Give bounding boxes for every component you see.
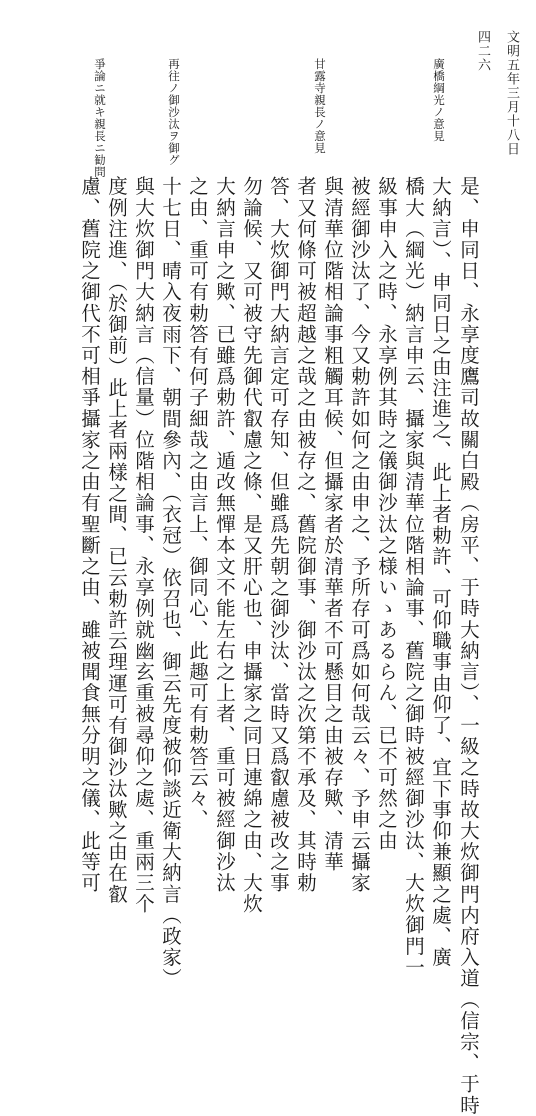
marginal-note: 再往ノ御沙汰ヲ御グ (167, 58, 181, 166)
text-column: 慮、舊院之御代不可相爭攝家之由有聖斷之由、雖被聞食無分明之儀、此等可 (78, 176, 101, 894)
marginal-note: 爭論ニ就キ親長ニ勧問 (93, 58, 107, 178)
text-column: 與清華位階相論事粗觸耳候、但攝家者於清華者不可懸目之由被存歟、清華 (321, 176, 344, 873)
page-number: 四二六 (475, 30, 490, 72)
text-column: 勿論候、又可被守先御代叡慮之條、是又肝心也、申攝家之同日連綿之由、大炊 (240, 176, 263, 915)
marginal-note: 甘露寺親長ノ意見 (313, 58, 327, 154)
text-column: 橋大（綱光）納言申云、攝家與清華位階相論事、舊院之御時被經御沙汰、大炊御門一 (402, 176, 425, 978)
text-column: 大納言申之歟、已雖爲勅許、遁改無憚本文不能左右之上者、重可被經御沙汰 (213, 176, 236, 894)
text-column: 十七日、晴入夜雨下、朝間參內、（衣冠）依召也、御云先度被仰談近衛大納言（政家） (159, 176, 182, 990)
text-column: 與大炊御門大納言（信量）位階相論事、永享例就幽玄重被尋仰之處、重兩三个 (132, 176, 155, 915)
date-header: 文明五年三月十八日 (504, 30, 519, 156)
text-column: 者又何條可被超越之哉之由被存之、舊院御事、御沙汰之次第不承及、其時勅 (294, 176, 317, 894)
text-column: 之由、重可有勅答有何子細哉之由言上、御同心、此趣可有勅答云々、 (186, 176, 209, 831)
text-column: 是、申同日、永享度鷹司故關白殿（房平、于時大納言）、一級之時故大炊御門内府入道（信宗、于時 (457, 176, 480, 1116)
marginal-note: 廣橋綱光ノ意見 (432, 58, 446, 142)
text-column: 答、大炊御門大納言定可存知、但雖爲先朝之御沙汰、當時又爲叡慮被改之事 (267, 176, 290, 894)
text-column: 大納言）、申同日之由注進之、此上者勅許、可仰職事由仰了、宜下事仰兼顯之處、廣 (429, 176, 452, 969)
text-column: 級事申入之時、永享例其時之儀御沙汰之様いゝあるらん、已不可然之由 (375, 176, 398, 852)
text-column: 度例注進、（於御前）此上者兩樣之間、已云勅許云理運可有御沙汰歟之由在叡 (105, 176, 128, 905)
text-column: 被經御沙汰了、今又勅許如何之由申之、予所存可爲如何哉云々、予申云攝家 (348, 176, 371, 894)
